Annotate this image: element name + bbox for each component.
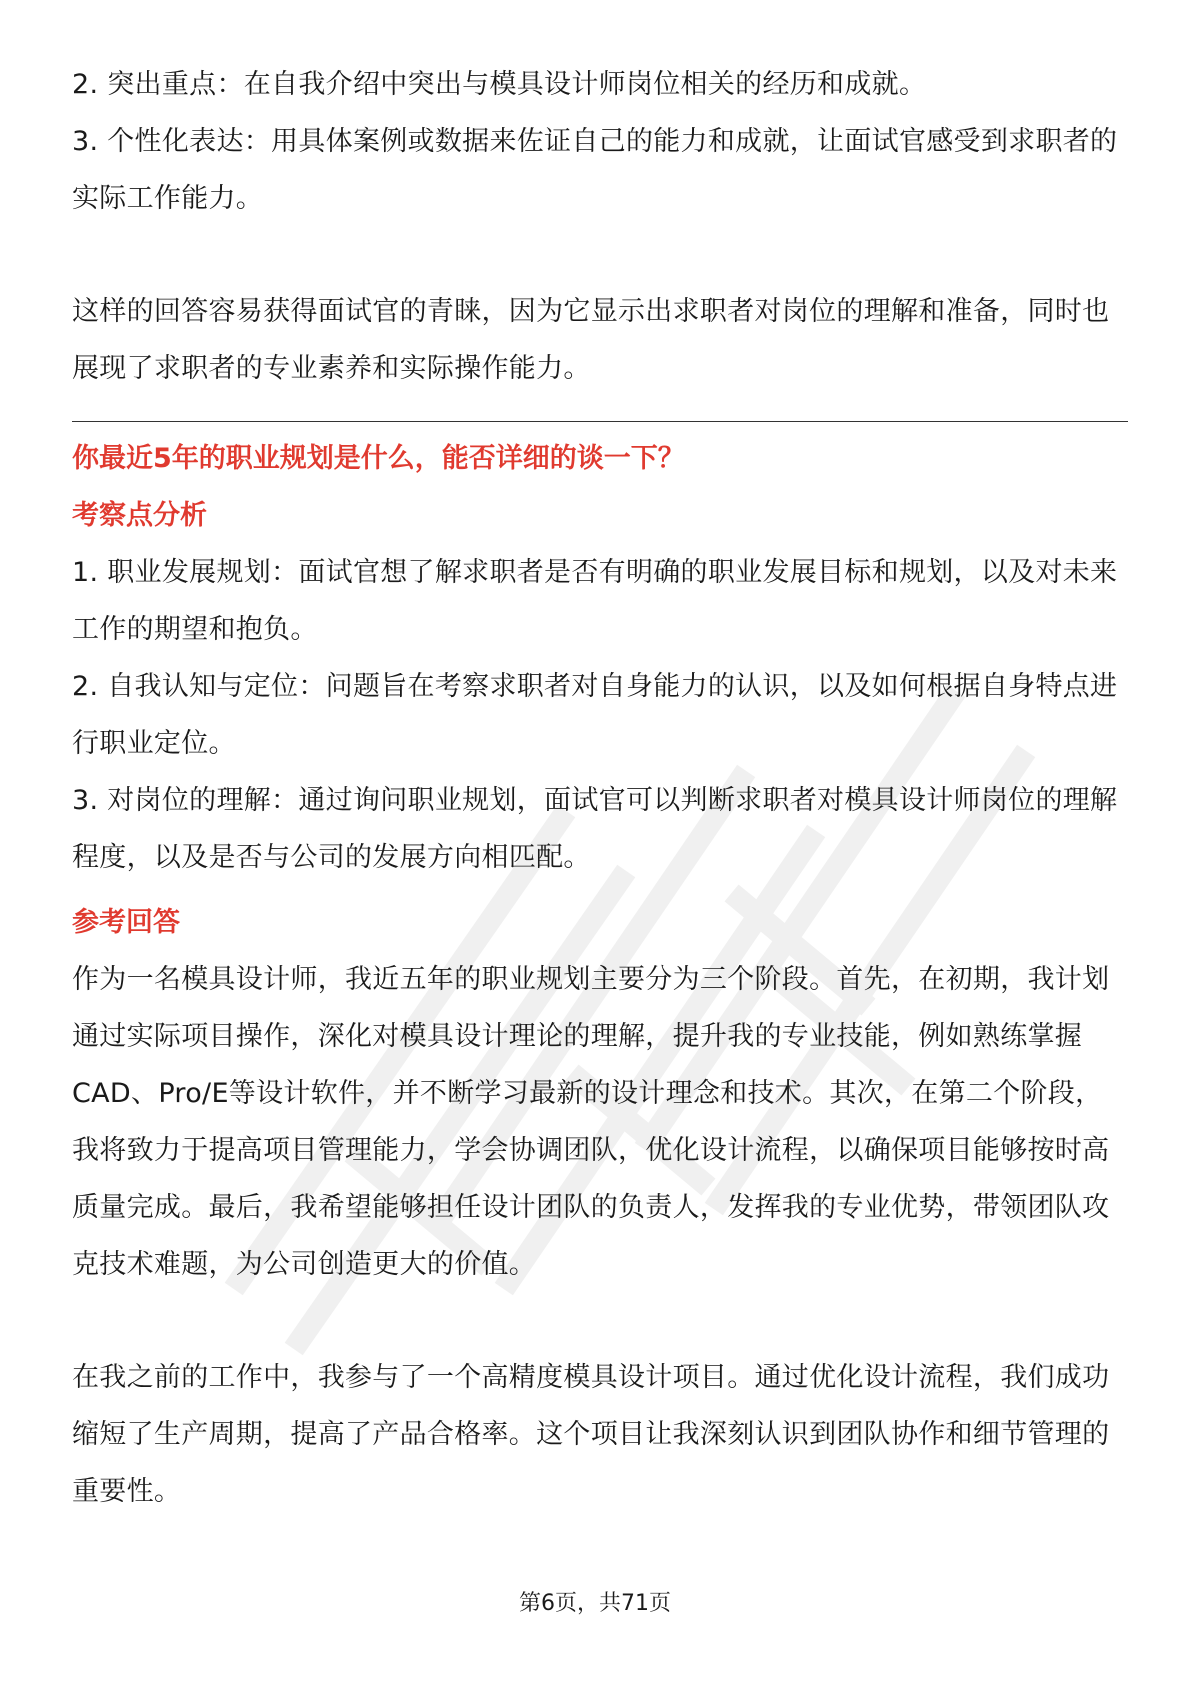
intro-item-3: 3. 个性化表达：用具体案例或数据来佐证自己的能力和成就，让面试官感受到求职者的实际工作能力。 — [72, 126, 1118, 214]
answer-paragraph-2: 在我之前的工作中，我参与了一个高精度模具设计项目。通过优化设计流程，我们成功缩短了生产周期，提高了产品合格率。这个项目让我深刻认识到团队协作和细节管理的重要性。 — [72, 1362, 1110, 1507]
analysis-heading: 考察点分析 — [72, 500, 207, 531]
analysis-item-1: 1. 职业发展规划：面试官想了解求职者是否有明确的职业发展目标和规划，以及对未来工作的期望和抱负。 — [72, 557, 1118, 645]
page-number: 第6页，共71页 — [519, 1591, 671, 1616]
answer-paragraph-1: 作为一名模具设计师，我近五年的职业规划主要分为三个阶段。首先，在初期，我计划通过实际项目操作，深化对模具设计理论的理解，提升我的专业技能，例如熟练掌握CAD、Pro/E等设计软件，并不断学习最新的设计理念和技术。其次，在第二个阶段，我将致力于提高项目管理能力，学会协调团队，优化设计流程，以确保项目能够按时高质量完成。最后，我希望能够担任设计团队的负责人，发挥我的专业优势，带领团队攻克技术难题，为公司创造更大的价值。 — [72, 964, 1110, 1280]
section-divider — [72, 421, 1128, 422]
question-title: 你最近5年的职业规划是什么，能否详细的谈一下？ — [72, 443, 685, 474]
analysis-item-3: 3. 对岗位的理解：通过询问职业规划，面试官可以判断求职者对模具设计师岗位的理解程度，以及是否与公司的发展方向相匹配。 — [72, 785, 1118, 873]
analysis-item-2: 2. 自我认知与定位：问题旨在考察求职者对自身能力的认识，以及如何根据自身特点进行职业定位。 — [72, 671, 1118, 759]
intro-summary: 这样的回答容易获得面试官的青睐，因为它显示出求职者对岗位的理解和准备，同时也展现了求职者的专业素养和实际操作能力。 — [72, 296, 1110, 384]
answer-heading: 参考回答 — [72, 907, 180, 938]
page-content — [72, 56, 1128, 1520]
intro-item-2: 2. 突出重点：在自我介绍中突出与模具设计师岗位相关的经历和成就。 — [72, 69, 927, 100]
